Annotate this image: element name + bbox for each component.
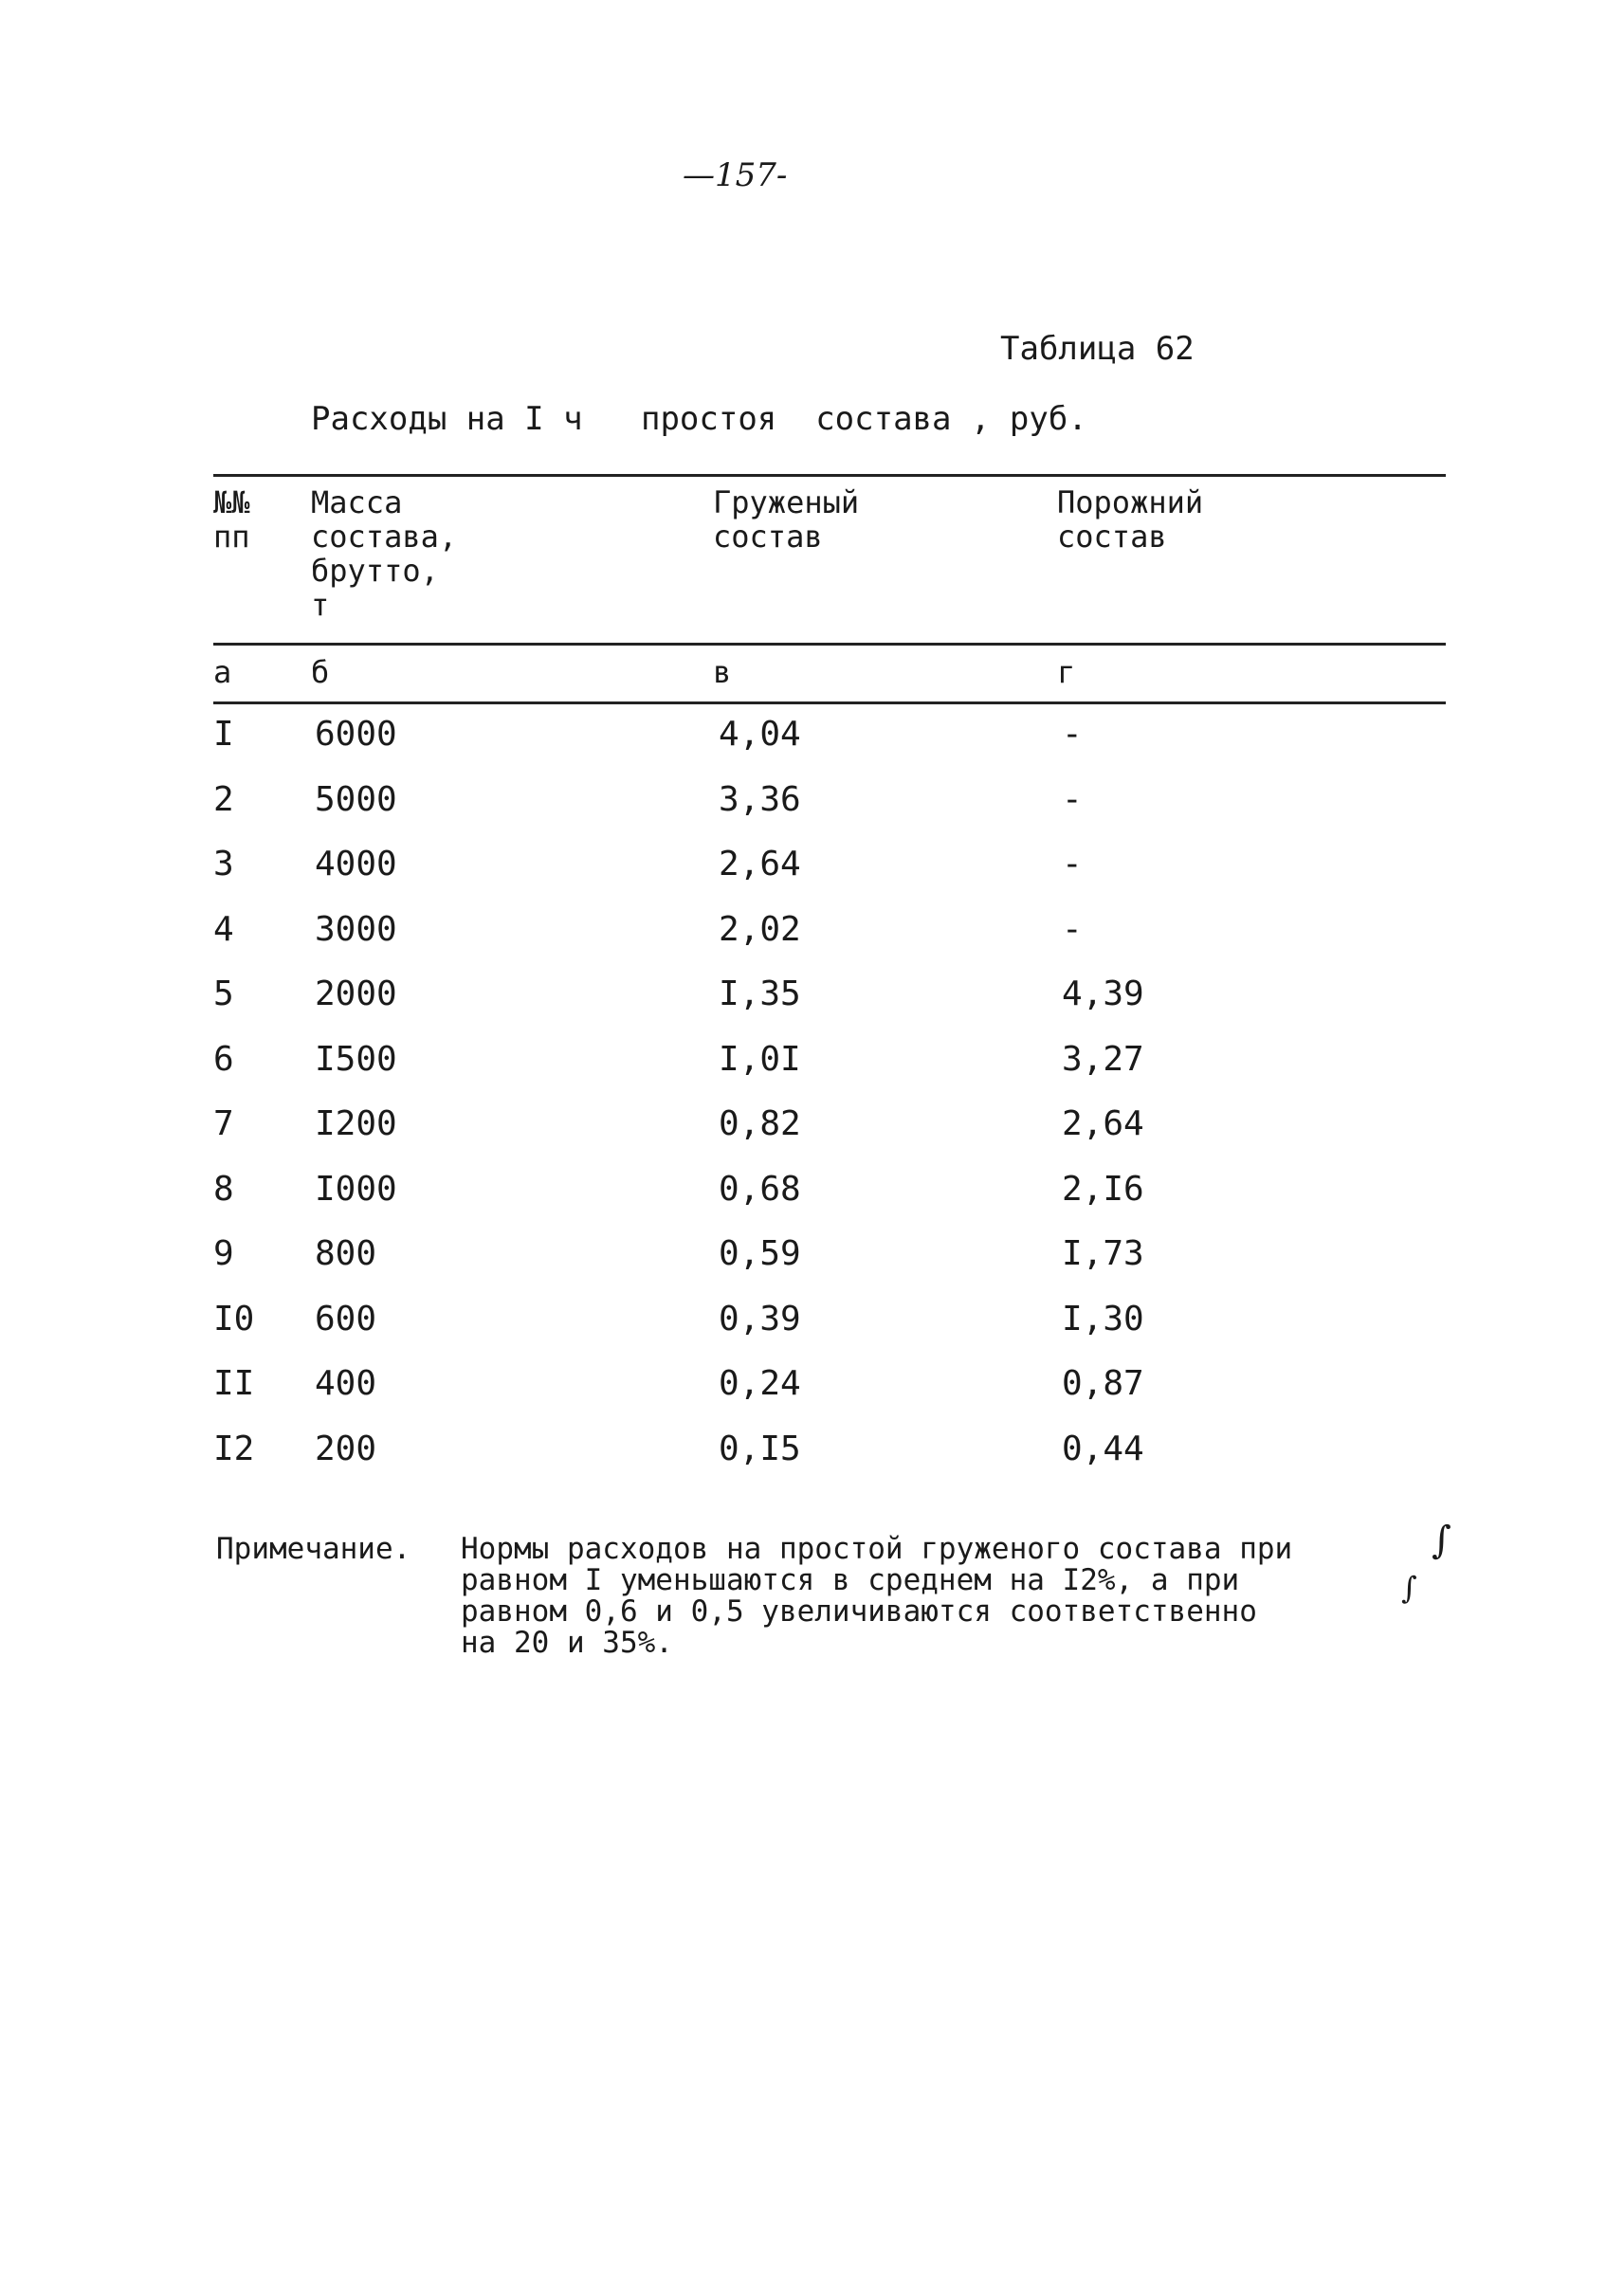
empty-cell: - [1062,909,1083,949]
mass-cell: 3000 [315,909,397,949]
mass-cell: 200 [315,1429,377,1468]
table-row [0,969,1624,1034]
table-top-rule [213,474,1446,477]
column-letter: в [713,654,732,690]
header-mass: Масса состава, брутто, т [311,484,458,623]
mass-cell: 6000 [315,715,397,754]
table-number: Таблица 62 [1000,330,1195,368]
header-rule [213,643,1446,646]
loaded-cell: 0,59 [719,1234,801,1273]
loaded-cell: I,0I [719,1039,801,1079]
table-row [0,1294,1624,1359]
mass-cell: 600 [315,1299,377,1339]
empty-cell: 2,I6 [1062,1169,1144,1209]
header-number: №№ пп [213,484,250,555]
loaded-cell: 4,04 [719,715,801,754]
row-number: II [213,1364,255,1403]
row-number: I0 [213,1299,255,1339]
row-number: 2 [213,779,234,819]
loaded-cell: I,35 [719,974,801,1013]
row-number: 3 [213,845,234,883]
table-row [0,1164,1624,1229]
footnote-label: Примечание. [216,1532,411,1566]
row-number: 6 [213,1039,234,1079]
loaded-cell: 2,64 [719,845,801,883]
loaded-cell: 3,36 [719,779,801,819]
page-number: —157- [683,156,788,194]
row-number: I [213,715,234,754]
column-letter: б [311,654,330,690]
mass-cell: 4000 [315,845,397,883]
mass-cell: I200 [315,1104,397,1143]
footnote-text: Нормы расходов на простой груженого состава при равном I уменьшаются в среднем на I2%, а при равном 0,6 и 0,5 увеличиваются соответственно на 20 и 35%. [461,1532,1293,1660]
empty-cell: - [1062,715,1083,754]
table-caption: Расходы на I ч простоя состава , руб. [311,400,1087,438]
table-row [0,1424,1624,1489]
table-row [0,774,1624,840]
table-row [0,1229,1624,1294]
row-number: 8 [213,1169,234,1209]
empty-cell: 0,87 [1062,1364,1144,1403]
empty-cell: 0,44 [1062,1429,1144,1468]
loaded-cell: 2,02 [719,909,801,949]
table-row [0,709,1624,774]
mass-cell: I000 [315,1169,397,1209]
table-row [0,904,1624,970]
column-letter: г [1057,654,1076,690]
row-number: 9 [213,1234,234,1273]
loaded-cell: 0,39 [719,1299,801,1339]
empty-cell: 4,39 [1062,974,1144,1013]
row-number: I2 [213,1429,255,1468]
table-body [0,709,1624,1488]
empty-cell: 3,27 [1062,1039,1144,1079]
row-number: 4 [213,909,234,949]
header-loaded: Груженый состав [713,484,860,555]
empty-cell: I,73 [1062,1234,1144,1273]
empty-cell: - [1062,779,1083,819]
loaded-cell: 0,82 [719,1104,801,1143]
empty-cell: I,30 [1062,1299,1144,1339]
row-number: 7 [213,1104,234,1143]
row-number: 5 [213,974,234,1013]
header-empty: Порожний состав [1057,484,1204,555]
column-letter: а [213,654,232,690]
loaded-cell: 0,68 [719,1169,801,1209]
loaded-cell: 0,24 [719,1364,801,1403]
mass-cell: 2000 [315,974,397,1013]
letters-rule [213,701,1446,704]
margin-mark: ∫ [1432,1519,1451,1562]
table-row [0,839,1624,904]
empty-cell: 2,64 [1062,1104,1144,1143]
table-row [0,1034,1624,1100]
mass-cell: 800 [315,1234,377,1273]
table-row [0,1358,1624,1424]
margin-mark: ∫ [1401,1570,1417,1606]
loaded-cell: 0,I5 [719,1429,801,1468]
table-row [0,1099,1624,1164]
empty-cell: - [1062,845,1083,883]
mass-cell: 5000 [315,779,397,819]
mass-cell: 400 [315,1364,377,1403]
mass-cell: I500 [315,1039,397,1079]
